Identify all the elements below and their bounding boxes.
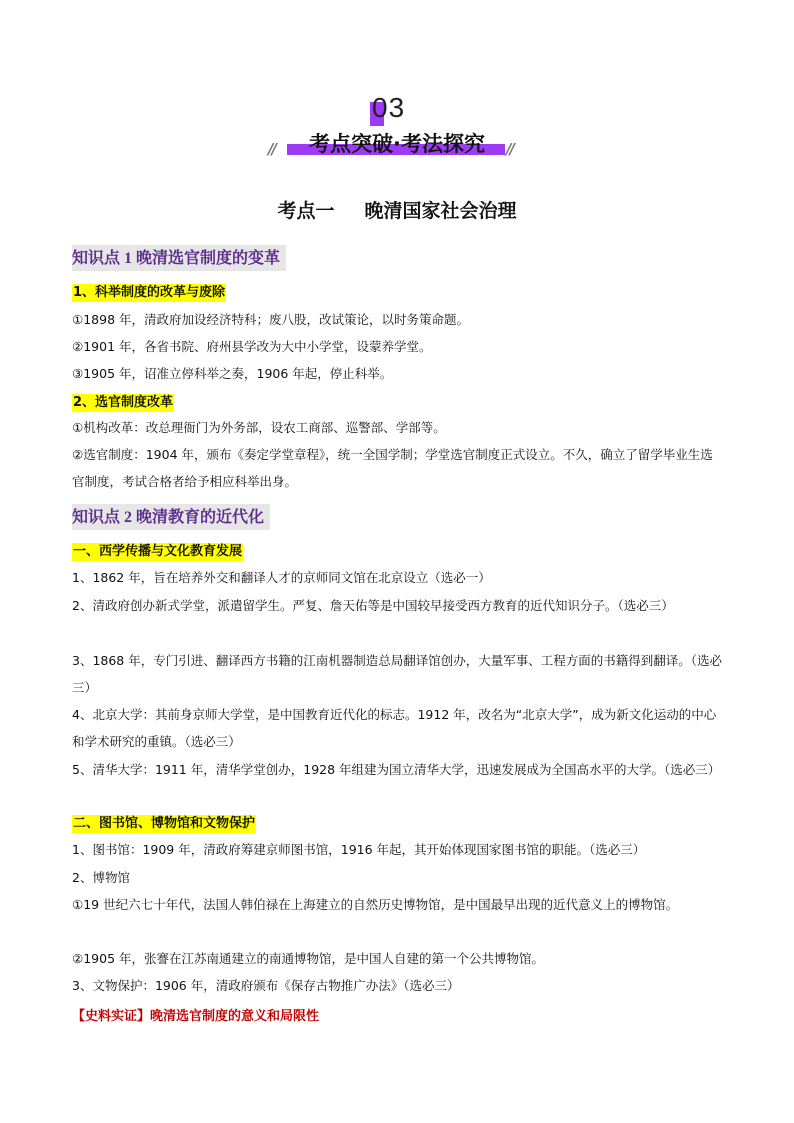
kp1-label: 知识点	[72, 248, 121, 267]
kp2-number: 2	[124, 509, 133, 526]
knowledge-point-1-header	[72, 245, 286, 271]
kp2-sub2-item-5: 3、文物保护：1906 年，清政府颁布《保存古物推广办法》（选必三）	[72, 978, 460, 993]
kp2-subheading-2: 二、图书馆、博物馆和文物保护	[73, 816, 256, 831]
kp2-sub2-item-4: ②1905 年，张謇在江苏南通建立的南通博物馆，是中国人自建的第一个公共博物馆。	[72, 951, 544, 966]
kp2-sub1-item-3: 3、1868 年，专门引进、翻译西方书籍的江南机器制造总局翻译馆创办，大量军事、工程方面的书籍得到翻译。（选必三）	[72, 653, 722, 695]
kp2-sub2-item-3: ①19 世纪六七十年代，法国人韩伯禄在上海建立的自然历史博物馆，是中国最早出现的近代意义上的博物馆。	[72, 897, 679, 912]
kp1-number: 1	[124, 250, 133, 267]
right-slash-decoration: //	[506, 140, 513, 158]
evidence-heading: 【史料实证】晚清选官制度的意义和局限性	[72, 1009, 320, 1024]
kp1-subheading-1: 1、科举制度的改革与废除	[73, 285, 226, 300]
kp1-sub1-item-3: ③1905 年，诏准立停科举之奏，1906 年起，停止科举。	[72, 366, 393, 381]
left-slash-decoration: //	[268, 140, 275, 158]
page-heading: 考点突破·考法探究	[309, 132, 485, 156]
section-title	[0, 196, 794, 223]
kp1-sub1-item-2: ②1901 年，各省书院、府州县学改为大中小学堂，设蒙养学堂。	[72, 339, 432, 354]
section-number: 03	[372, 92, 406, 123]
kp1-subheading-2: 2、选官制度改革	[73, 395, 174, 410]
kp2-sub1-item-4: 4、北京大学：其前身京师大学堂，是中国教育近代化的标志。1912 年，改名为“北京大学”，成为新文化运动的中心和学术研究的重镇。（选必三）	[72, 707, 717, 749]
kp2-sub1-item-1: 1、1862 年，旨在培养外交和翻译人才的京师同文馆在北京设立（选必一）	[72, 570, 491, 585]
section-title-left: 考点一	[277, 200, 335, 222]
knowledge-point-2-header	[72, 504, 270, 530]
kp1-sub2-item-1: ①机构改革：改总理衙门为外务部，设农工商部、巡警部、学部等。	[72, 420, 446, 435]
kp2-sub2-item-1: 1、图书馆：1909 年，清政府筹建京师图书馆，1916 年起，其开始体现国家图书馆的职能。（选必三）	[72, 842, 646, 857]
kp2-sub2-item-2: 2、博物馆	[72, 870, 130, 885]
kp1-sub1-item-1: ①1898 年，清政府加设经济特科；废八股，改试策论，以时务策命题。	[72, 312, 469, 327]
kp1-title: 晚清选官制度的变革	[136, 248, 281, 267]
kp2-subheading-1: 一、西学传播与文化教育发展	[73, 544, 243, 559]
kp2-title: 晚清教育的近代化	[136, 507, 265, 526]
kp2-label: 知识点	[72, 507, 121, 526]
section-title-right: 晚清国家社会治理	[364, 200, 517, 222]
kp2-sub1-item-5: 5、清华大学：1911 年，清华学堂创办，1928 年组建为国立清华大学，迅速发展成为全国高水平的大学。（选必三）	[72, 762, 721, 777]
kp1-sub2-item-2: ②选官制度：1904 年，颁布《奏定学堂章程》，统一全国学制；学堂选官制度正式设立。不久，确立了留学毕业生选官制度，考试合格者给予相应科举出身。	[72, 447, 713, 489]
kp2-sub1-item-2: 2、清政府创办新式学堂，派遣留学生。严复、詹天佑等是中国较早接受西方教育的近代知识分子。（选必三）	[72, 598, 674, 613]
